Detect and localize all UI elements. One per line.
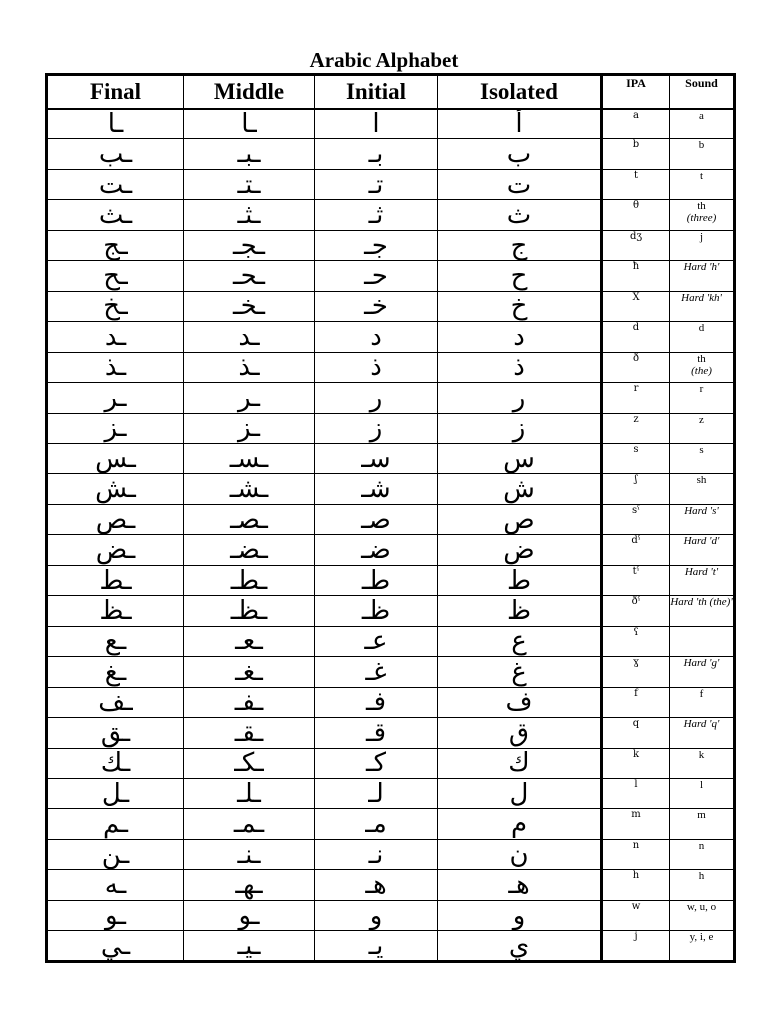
isolated-form-cell: س xyxy=(438,443,602,473)
ipa-cell: ð xyxy=(602,352,670,382)
middle-form-cell: ـظـ xyxy=(184,596,315,626)
isolated-form-cell: غ xyxy=(438,657,602,687)
initial-form-cell: ذ xyxy=(315,352,438,382)
ipa-cell: l xyxy=(602,778,670,808)
sound-cell xyxy=(670,748,735,778)
middle-form-cell: ـا xyxy=(184,109,315,139)
ipa-cell: dʒ xyxy=(602,230,670,260)
table-row xyxy=(47,413,735,443)
sound-cell xyxy=(670,626,735,656)
table-row xyxy=(47,870,735,900)
table-row xyxy=(47,778,735,808)
ipa-cell: z xyxy=(602,413,670,443)
ipa-cell: s xyxy=(602,443,670,473)
isolated-form-cell: ح xyxy=(438,261,602,291)
table-row xyxy=(47,839,735,869)
middle-form-cell: ـتـ xyxy=(184,169,315,199)
middle-form-cell: ـسـ xyxy=(184,443,315,473)
middle-form-cell: ـد xyxy=(184,322,315,352)
sound-text: th xyxy=(697,352,706,365)
table-row xyxy=(47,535,735,565)
sound-text: m xyxy=(697,809,706,822)
sound-cell xyxy=(670,687,735,717)
isolated-form-cell: ك xyxy=(438,748,602,778)
ipa-cell: X xyxy=(602,291,670,321)
initial-form-cell: ز xyxy=(315,413,438,443)
middle-form-cell: ـنـ xyxy=(184,839,315,869)
ipa-cell: θ xyxy=(602,200,670,230)
table-row xyxy=(47,809,735,839)
initial-form-cell: شـ xyxy=(315,474,438,504)
middle-form-cell: ـهـ xyxy=(184,870,315,900)
sound-text: a xyxy=(699,109,704,122)
sound-text: y, i, e xyxy=(689,931,714,944)
middle-form-cell: ـفـ xyxy=(184,687,315,717)
ipa-cell: sˤ xyxy=(602,504,670,534)
final-form-cell: ـف xyxy=(47,687,184,717)
final-form-cell: ـع xyxy=(47,626,184,656)
table-row xyxy=(47,626,735,656)
isolated-form-cell: ق xyxy=(438,718,602,748)
initial-form-cell: ثـ xyxy=(315,200,438,230)
initial-form-cell: كـ xyxy=(315,748,438,778)
final-form-cell: ـص xyxy=(47,504,184,534)
ipa-cell: ɣ xyxy=(602,657,670,687)
initial-form-cell: ضـ xyxy=(315,535,438,565)
isolated-form-cell: ض xyxy=(438,535,602,565)
sound-cell xyxy=(670,565,735,595)
isolated-form-cell: ت xyxy=(438,169,602,199)
final-form-cell: ـض xyxy=(47,535,184,565)
table-row xyxy=(47,900,735,930)
ipa-cell: dˤ xyxy=(602,535,670,565)
final-form-cell: ـغ xyxy=(47,657,184,687)
isolated-form-cell: ذ xyxy=(438,352,602,382)
sound-text: Hard 'th (the)' xyxy=(670,596,733,609)
middle-form-cell: ـجـ xyxy=(184,230,315,260)
sound-text: Hard 'd' xyxy=(683,535,720,548)
ipa-cell: r xyxy=(602,383,670,413)
sound-cell xyxy=(670,474,735,504)
sound-cell xyxy=(670,383,735,413)
ipa-cell: j xyxy=(602,931,670,962)
initial-form-cell: حـ xyxy=(315,261,438,291)
sound-text: h xyxy=(698,870,705,883)
sound-cell xyxy=(670,200,735,230)
table-row xyxy=(47,169,735,199)
initial-form-cell: طـ xyxy=(315,565,438,595)
middle-form-cell: ـلـ xyxy=(184,778,315,808)
isolated-form-cell: ظ xyxy=(438,596,602,626)
sound-text: Hard 'kh' xyxy=(681,291,722,304)
ipa-cell: h xyxy=(602,870,670,900)
sound-cell xyxy=(670,352,735,382)
table-row xyxy=(47,443,735,473)
sound-text: sh xyxy=(696,474,707,487)
sound-note: (the) xyxy=(691,364,712,377)
sound-text: Hard 't' xyxy=(684,565,719,578)
ipa-cell: k xyxy=(602,748,670,778)
sound-text: r xyxy=(699,383,704,396)
initial-form-cell: بـ xyxy=(315,139,438,169)
sound-cell xyxy=(670,718,735,748)
sound-note: (three) xyxy=(686,212,717,225)
initial-form-cell: عـ xyxy=(315,626,438,656)
middle-form-cell: ـعـ xyxy=(184,626,315,656)
table-row xyxy=(47,109,735,139)
ipa-cell: ʕ xyxy=(602,626,670,656)
alphabet-body xyxy=(47,109,735,962)
ipa-cell: ħ xyxy=(602,261,670,291)
initial-form-cell: غـ xyxy=(315,657,438,687)
sound-cell xyxy=(670,169,735,199)
sound-cell xyxy=(670,870,735,900)
final-form-cell: ـو xyxy=(47,900,184,930)
middle-form-cell: ـطـ xyxy=(184,565,315,595)
sound-cell xyxy=(670,778,735,808)
initial-form-cell: سـ xyxy=(315,443,438,473)
table-row xyxy=(47,504,735,534)
sound-text: Hard 'h' xyxy=(683,261,720,274)
middle-form-cell: ـقـ xyxy=(184,718,315,748)
final-form-cell: ـز xyxy=(47,413,184,443)
middle-form-cell: ـو xyxy=(184,900,315,930)
initial-form-cell: تـ xyxy=(315,169,438,199)
isolated-form-cell: ل xyxy=(438,778,602,808)
final-form-cell: ـث xyxy=(47,200,184,230)
sound-text: z xyxy=(699,413,704,426)
table-row xyxy=(47,230,735,260)
sound-cell xyxy=(670,809,735,839)
middle-form-cell: ـحـ xyxy=(184,261,315,291)
table-row xyxy=(47,200,735,230)
initial-form-cell: نـ xyxy=(315,839,438,869)
final-form-cell: ـر xyxy=(47,383,184,413)
ipa-cell: a xyxy=(602,109,670,139)
sound-text: w, u, o xyxy=(686,900,717,913)
initial-form-cell: ظـ xyxy=(315,596,438,626)
isolated-form-cell: ز xyxy=(438,413,602,443)
isolated-form-cell: ر xyxy=(438,383,602,413)
sound-text: n xyxy=(698,839,705,852)
ipa-cell: m xyxy=(602,809,670,839)
middle-form-cell: ـغـ xyxy=(184,657,315,687)
ipa-cell: tˤ xyxy=(602,565,670,595)
final-form-cell: ـد xyxy=(47,322,184,352)
ipa-cell: f xyxy=(602,687,670,717)
isolated-form-cell: ط xyxy=(438,565,602,595)
header-sound: Sound xyxy=(670,75,735,109)
isolated-form-cell: م xyxy=(438,809,602,839)
final-form-cell: ـن xyxy=(47,839,184,869)
isolated-form-cell: و xyxy=(438,900,602,930)
middle-form-cell: ـذ xyxy=(184,352,315,382)
table-row xyxy=(47,657,735,687)
table-row xyxy=(47,687,735,717)
sound-cell xyxy=(670,230,735,260)
sound-cell xyxy=(670,931,735,962)
sound-cell xyxy=(670,443,735,473)
isolated-form-cell: خ xyxy=(438,291,602,321)
middle-form-cell: ـز xyxy=(184,413,315,443)
final-form-cell: ـخ xyxy=(47,291,184,321)
table-row xyxy=(47,291,735,321)
alphabet-table xyxy=(45,73,736,963)
final-form-cell: ـق xyxy=(47,718,184,748)
sound-cell xyxy=(670,900,735,930)
isolated-form-cell: ي xyxy=(438,931,602,962)
sound-text: d xyxy=(698,322,705,335)
header-final: Final xyxy=(47,75,184,109)
sound-cell xyxy=(670,535,735,565)
table-row xyxy=(47,718,735,748)
header-middle: Middle xyxy=(184,75,315,109)
final-form-cell: ـك xyxy=(47,748,184,778)
final-form-cell: ـش xyxy=(47,474,184,504)
final-form-cell: ـا xyxy=(47,109,184,139)
ipa-cell: d xyxy=(602,322,670,352)
table-row xyxy=(47,383,735,413)
sound-text: j xyxy=(699,230,704,243)
initial-form-cell: ا xyxy=(315,109,438,139)
sound-cell xyxy=(670,839,735,869)
sound-cell xyxy=(670,261,735,291)
isolated-form-cell: ع xyxy=(438,626,602,656)
final-form-cell: ـظ xyxy=(47,596,184,626)
middle-form-cell: ـخـ xyxy=(184,291,315,321)
ipa-cell: t xyxy=(602,169,670,199)
ipa-cell: b xyxy=(602,139,670,169)
table-row xyxy=(47,565,735,595)
sound-cell xyxy=(670,413,735,443)
header-ipa: IPA xyxy=(602,75,670,109)
final-form-cell: ـذ xyxy=(47,352,184,382)
initial-form-cell: جـ xyxy=(315,230,438,260)
final-form-cell: ـه xyxy=(47,870,184,900)
middle-form-cell: ـبـ xyxy=(184,139,315,169)
sound-text: s xyxy=(699,443,704,456)
page-title: Arabic Alphabet xyxy=(309,48,459,72)
final-form-cell: ـب xyxy=(47,139,184,169)
isolated-form-cell: د xyxy=(438,322,602,352)
sound-text: t xyxy=(699,169,704,182)
sound-cell xyxy=(670,504,735,534)
sound-text: b xyxy=(698,139,705,152)
isolated-form-cell: ص xyxy=(438,504,602,534)
middle-form-cell: ـثـ xyxy=(184,200,315,230)
sound-text: Hard 'g' xyxy=(683,657,720,670)
table-row xyxy=(47,261,735,291)
sound-text: f xyxy=(699,687,704,700)
sound-text: l xyxy=(699,778,704,791)
sound-text: Hard 'q' xyxy=(683,718,720,731)
ipa-cell: q xyxy=(602,718,670,748)
ipa-cell: ðˤ xyxy=(602,596,670,626)
ipa-cell: w xyxy=(602,900,670,930)
initial-form-cell: ر xyxy=(315,383,438,413)
isolated-form-cell: أ xyxy=(438,109,602,139)
initial-form-cell: لـ xyxy=(315,778,438,808)
isolated-form-cell: ف xyxy=(438,687,602,717)
final-form-cell: ـس xyxy=(47,443,184,473)
table-row xyxy=(47,596,735,626)
initial-form-cell: هـ xyxy=(315,870,438,900)
table-row xyxy=(47,748,735,778)
header-isolated: Isolated xyxy=(438,75,602,109)
sound-text: Hard 's' xyxy=(684,504,719,517)
middle-form-cell: ـضـ xyxy=(184,535,315,565)
middle-form-cell: ـيـ xyxy=(184,931,315,962)
middle-form-cell: ـشـ xyxy=(184,474,315,504)
middle-form-cell: ـر xyxy=(184,383,315,413)
sound-cell xyxy=(670,139,735,169)
sound-text: th xyxy=(697,200,706,213)
table-row xyxy=(47,352,735,382)
table-row xyxy=(47,931,735,962)
table-row xyxy=(47,139,735,169)
sound-cell xyxy=(670,657,735,687)
sound-cell xyxy=(670,596,735,626)
isolated-form-cell: ج xyxy=(438,230,602,260)
ipa-cell: ʃ xyxy=(602,474,670,504)
isolated-form-cell: ش xyxy=(438,474,602,504)
initial-form-cell: د xyxy=(315,322,438,352)
initial-form-cell: خـ xyxy=(315,291,438,321)
isolated-form-cell: هـ xyxy=(438,870,602,900)
final-form-cell: ـي xyxy=(47,931,184,962)
initial-form-cell: و xyxy=(315,900,438,930)
sound-cell xyxy=(670,291,735,321)
table-row xyxy=(47,322,735,352)
header-row xyxy=(47,75,735,109)
sound-cell xyxy=(670,322,735,352)
final-form-cell: ـط xyxy=(47,565,184,595)
initial-form-cell: مـ xyxy=(315,809,438,839)
initial-form-cell: قـ xyxy=(315,718,438,748)
final-form-cell: ـل xyxy=(47,778,184,808)
middle-form-cell: ـصـ xyxy=(184,504,315,534)
initial-form-cell: فـ xyxy=(315,687,438,717)
middle-form-cell: ـمـ xyxy=(184,809,315,839)
sound-text: k xyxy=(698,748,705,761)
table-row xyxy=(47,474,735,504)
final-form-cell: ـت xyxy=(47,169,184,199)
initial-form-cell: صـ xyxy=(315,504,438,534)
ipa-cell: n xyxy=(602,839,670,869)
middle-form-cell: ـكـ xyxy=(184,748,315,778)
final-form-cell: ـح xyxy=(47,261,184,291)
isolated-form-cell: ث xyxy=(438,200,602,230)
isolated-form-cell: ن xyxy=(438,839,602,869)
isolated-form-cell: ب xyxy=(438,139,602,169)
final-form-cell: ـج xyxy=(47,230,184,260)
initial-form-cell: يـ xyxy=(315,931,438,962)
sound-cell xyxy=(670,109,735,139)
header-initial: Initial xyxy=(315,75,438,109)
final-form-cell: ـم xyxy=(47,809,184,839)
